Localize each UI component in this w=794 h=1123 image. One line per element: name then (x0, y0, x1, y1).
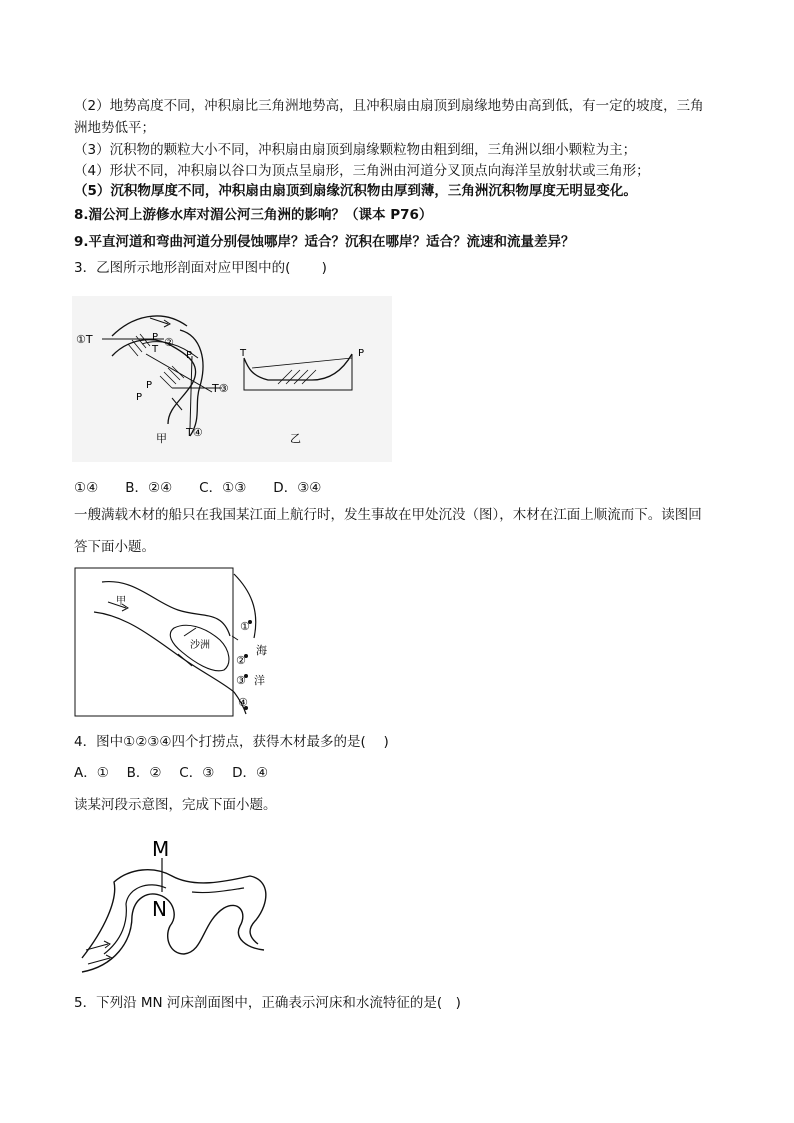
question-3: 3．乙图所示地形剖面对应甲图中的( ) (74, 260, 327, 276)
fig2-label-hai: 海 (256, 644, 267, 657)
question-4-options: A．① B．② C．③ D．④ (74, 765, 269, 781)
fig1-label-t1: ①T (76, 333, 93, 346)
fig1-label-p-top: P (152, 332, 159, 343)
passage-1-line-1: 一艘满载木材的船只在我国某江面上航行时，发生事故在甲处沉没（图），木材在江面上顺流而下。读图回 (74, 507, 702, 523)
fig3-label-n: N (152, 897, 167, 921)
passage-1-line-2: 答下面小题。 (74, 539, 155, 555)
fig1-label-jia: 甲 (156, 432, 167, 445)
fig1-label-t3: T③ (212, 382, 229, 395)
question-5: 5．下列沿 MN 河床剖面图中，正确表示河床和水流特征的是( ) (74, 995, 461, 1011)
fig2-label-shazhou: 沙洲 (190, 640, 210, 651)
fig1-label-yi-p: P (358, 348, 365, 359)
fig1-label-t-top: T (152, 344, 159, 355)
question-3-options: ①④ B．②④ C．①③ D．③④ (74, 480, 322, 496)
line-2-continued: （2）地势高度不同，冲积扇比三角洲地势高，且冲积扇由扇顶到扇缘地势由高到低，有一定的坡度，三角 (74, 98, 704, 114)
figure-meander-mn (74, 830, 274, 978)
fig1-label-yi-t: T (240, 348, 247, 359)
fig3-label-m: M (152, 837, 170, 861)
fig2-label-jia: 甲 (116, 596, 126, 607)
question-8: 8.湄公河上游修水库对湄公河三角洲的影响？（课本 P76） (74, 207, 433, 223)
line-5: （5）沉积物厚度不同，冲积扇由扇顶到扇缘沉积物由厚到薄，三角洲沉积物厚度无明显变化。 (74, 183, 637, 199)
passage-2: 读某河段示意图，完成下面小题。 (74, 797, 277, 813)
fig1-label-p-mid: P (186, 350, 193, 361)
line-2-end: 洲地势低平； (74, 120, 155, 136)
fig1-label-yi: 乙 (290, 432, 301, 445)
fig1-label-t4: T④ (186, 426, 203, 439)
question-4: 4．图中①②③④四个打捞点，获得木材最多的是( ) (74, 734, 389, 750)
line-3: （3）沉积物的颗粒大小不同，冲积扇由扇顶到扇缘颗粒物由粗到细，三角洲以细小颗粒为主； (74, 142, 637, 158)
fig2-label-c4: ④ (238, 696, 248, 709)
figure-river-sandbar (74, 566, 270, 718)
fig2-label-yang: 洋 (254, 674, 265, 687)
fig2-label-c3: ③ (236, 674, 246, 687)
fig1-label-circ2: ② (164, 336, 174, 349)
question-9: 9.平直河道和弯曲河道分别侵蚀哪岸？适合？沉积在哪岸？适合？流速和流量差异？ (74, 234, 575, 250)
fig2-label-c1: ① (240, 620, 250, 633)
figure-jia-yi (72, 296, 392, 462)
fig2-label-c2: ② (236, 654, 246, 667)
fig1-label-p-low: P (136, 392, 143, 403)
fig1-label-p-left: P (146, 380, 153, 391)
line-4: （4）形状不同，冲积扇以谷口为顶点呈扇形，三角洲由河道分叉顶点向海洋呈放射状或三角形； (74, 163, 650, 179)
